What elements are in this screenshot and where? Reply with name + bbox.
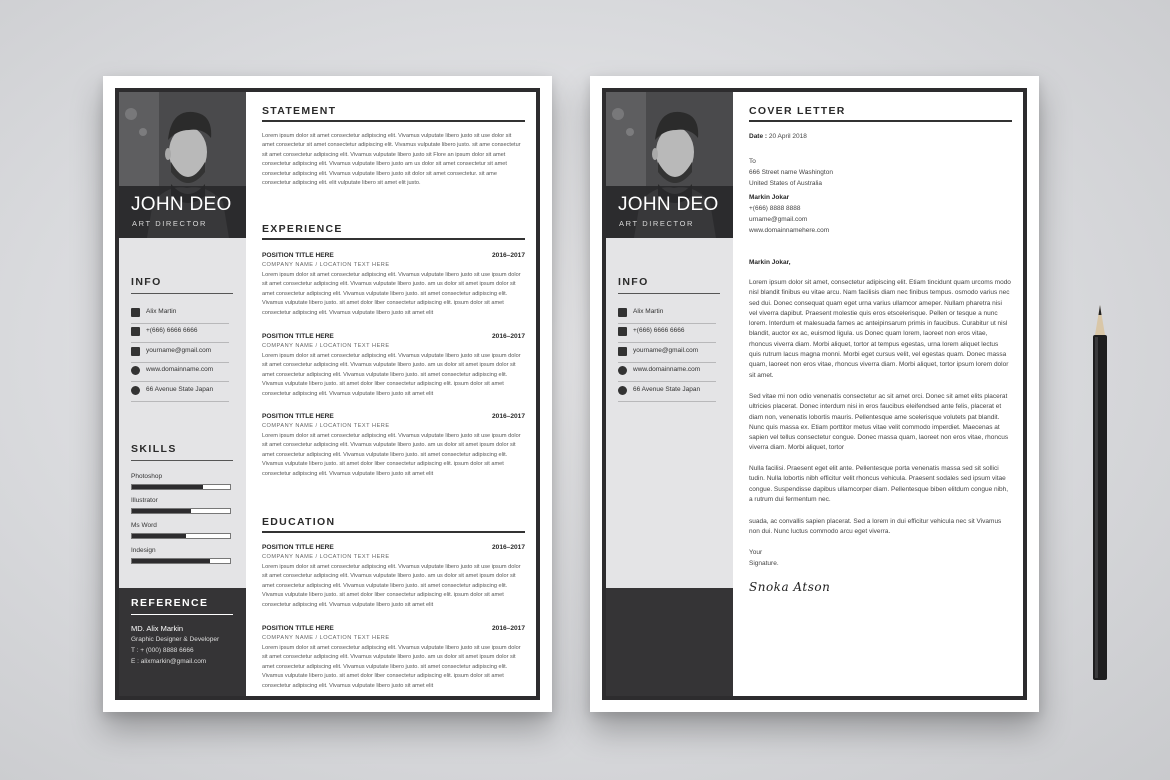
job-description: Lorem ipsum dolor sit amet consectetur adipiscing elit. Vivamus vulputate libero justo sit use ipsum dolor sit amet consectetur adipiscing elit. Vivamus vulputate libero justo. am us dolor sit amet ipsum dolor sit amet consectetur adipiscing elit. Vivamus vulputate libero justo. sit amet consectetur adipiscing elit. Vivamus vulputate libero justo. sit amet dolor liber consectetur adipiscing elit. ipsum dolor sit amet consectetur adipiscing elit. Vivamus vulputate libero justo sit amet elit	[262, 433, 521, 477]
recipient-address-2: United States of Australia	[749, 180, 822, 187]
job-dates: 2016–2017	[491, 252, 525, 259]
skill-label: Indesign	[131, 547, 156, 554]
contact-row-web	[618, 363, 716, 382]
experience-entry	[262, 252, 525, 318]
contact-row-phone	[618, 324, 716, 343]
sender-email: urname@gmail.com	[749, 216, 808, 223]
person-role: ART DIRECTOR	[132, 219, 208, 228]
skill-bar	[131, 508, 231, 514]
contact-row-name	[131, 305, 229, 324]
experience-heading: EXPERIENCE	[262, 223, 343, 235]
letter-date	[749, 132, 807, 143]
contact-text: www.domainname.com	[633, 366, 701, 373]
skill-photoshop	[131, 473, 231, 490]
letter-paragraph: Sed vitae mi non odio venenatis consectetur ac sit amet orci. Donec sit amet elits placerat ultricies placerat. Donec interdum nisi in eros faucibus eleifendsed ante felis, placerat et diam non, venenatis lobortis mauris. Pellentesque ame scelerisque volutets pat blandit. Nunc quis massa ex. Etiam porttitor metus vitae velit commodo imperdiet. Maecenas at sapien vel tellus consectetur congue. Donec massa quam, laoreet non eros vitae, rhoncus viverra diam. Morbi aliquet, tortor	[749, 393, 1009, 452]
experience-entry	[262, 413, 525, 479]
skill-msword	[131, 522, 231, 539]
reference-title: Graphic Designer & Developer	[131, 636, 220, 643]
skill-fill	[132, 559, 210, 563]
email-icon	[618, 347, 627, 356]
name-plate	[119, 186, 246, 238]
reference-heading: REFERENCE	[131, 597, 209, 609]
education-entry	[262, 544, 525, 610]
date-value: 20 April 2018	[768, 133, 807, 140]
reference-name: MD. Alix Markin	[131, 624, 184, 633]
letter-paragraph: Nulla facilisi. Praesent eget elit ante. Pellentesque porta venenatis massa sed sit sollici tudin. Nulla lobortis nibh efficitur velit rhoncus vehicula. Praesent sodales sed ipsum vitae congue. Suspendisse dapibus ullamcorper diam. Pellentesque biben elitdum congue nibh, a rutrum dui fermentum nec.	[749, 465, 1009, 503]
info-heading: INFO	[618, 276, 649, 288]
contact-row-name	[618, 305, 716, 324]
contact-text: yourname@gmail.com	[146, 347, 212, 354]
profile-photo	[606, 92, 733, 238]
salutation: Markin Jokar,	[749, 259, 791, 266]
closing-line-2: Signature.	[749, 560, 779, 567]
education-heading: EDUCATION	[262, 516, 336, 528]
skill-fill	[132, 485, 203, 489]
contact-text: +(666) 6666 6666	[146, 327, 198, 334]
skills-heading: SKILLS	[131, 443, 177, 455]
globe-icon	[618, 366, 627, 375]
skill-illustrator	[131, 497, 231, 514]
resume-page	[103, 76, 552, 712]
location-pin-icon	[618, 386, 627, 395]
name-plate	[606, 186, 733, 238]
letter-main	[749, 92, 1013, 696]
skill-label: Ms Word	[131, 522, 157, 529]
job-dates: 2016–2017	[491, 333, 525, 340]
skill-label: Photoshop	[131, 473, 163, 480]
contact-row-email	[618, 344, 716, 363]
experience-rule	[262, 238, 525, 240]
contact-text: yourname@gmail.com	[633, 347, 699, 354]
job-title: POSITION TITLE HERE	[262, 413, 334, 420]
letter-sidebar-footer	[606, 588, 733, 696]
job-dates: 2016–2017	[491, 413, 525, 420]
job-title: POSITION TITLE HERE	[262, 625, 334, 632]
letter-paragraph: suada, ac convallis sapien placerat. Sed a lorem in dui efficitur vehicula nec sit Vivamus non dui. Nunc luctus commodo arcu eget viverra.	[749, 518, 1002, 536]
skill-fill	[132, 534, 186, 538]
statement-text: Lorem ipsum dolor sit amet consectetur adipiscing elit. Vivamus vulputate libero justo sit use dolor sit amet consectetur sit amet consectetur adipiscing elit. Vivamus vulputate libero justo. sit ame consectetur sit amet consectetur adipiscing elit. Vivamus vulputate libero justo sit Flore an ipsum dolor sit amet consectetur adipiscing elit. Vivamus vulputate libero justo am us dolor sit amet consectetur sit amet consectetur adipiscing elit. Vivamus vulputate libero justo sit dolor sit amet consectetur. sit ame consectetur adipiscing elit. elit vulputate libero sit amet elit justo.	[262, 133, 521, 187]
contact-text: 66 Avenue State Japan	[146, 386, 214, 393]
job-description: Lorem ipsum dolor sit amet consectetur adipiscing elit. Vivamus vulputate libero justo sit use ipsum dolor sit amet consectetur adipiscing elit. Vivamus vulputate libero justo. am us dolor sit amet ipsum dolor sit amet consectetur adipiscing elit. Vivamus vulputate libero justo. sit amet consectetur adipiscing elit. Vivamus vulputate libero justo. sit amet dolor liber consectetur adipiscing elit. ipsum dolor sit amet consectetur adipiscing elit. Vivamus vulputate libero justo sit amet elit	[262, 564, 521, 608]
education-entry	[262, 625, 525, 691]
job-description: Lorem ipsum dolor sit amet consectetur adipiscing elit. Vivamus vulputate libero justo sit use ipsum dolor sit amet consectetur adipiscing elit. Vivamus vulputate libero justo. am us dolor sit amet ipsum dolor sit amet consectetur adipiscing elit. Vivamus vulputate libero justo. sit amet consectetur adipiscing elit. Vivamus vulputate libero justo. sit amet dolor liber consectetur adipiscing elit. ipsum dolor sit amet consectetur adipiscing elit. Vivamus vulputate libero justo sit amet elit	[262, 645, 521, 689]
recipient-label: To	[749, 158, 756, 165]
job-company: COMPANY NAME / LOCATION TEXT HERE	[262, 554, 390, 560]
job-description: Lorem ipsum dolor sit amet consectetur adipiscing elit. Vivamus vulputate libero justo sit use ipsum dolor sit amet consectetur adipiscing elit. Vivamus vulputate libero justo. am us dolor sit amet ipsum dolor sit amet consectetur adipiscing elit. Vivamus vulputate libero justo. sit amet consectetur adipiscing elit. Vivamus vulputate libero justo. sit amet dolor liber consectetur adipiscing elit. ipsum dolor sit amet consectetur adipiscing elit. Vivamus vulputate libero justo sit amet elit	[262, 353, 521, 397]
job-dates: 2016–2017	[491, 544, 525, 551]
reference-phone: T : + (000) 8888 6666	[131, 647, 194, 654]
contact-row-phone	[131, 324, 229, 343]
statement-rule	[262, 120, 525, 122]
contact-text: Alix Martin	[633, 308, 664, 315]
resume-main	[262, 92, 526, 696]
job-company: COMPANY NAME / LOCATION TEXT HERE	[262, 343, 390, 349]
recipient-address-1: 666 Street name Washington	[749, 169, 833, 176]
job-title: POSITION TITLE HERE	[262, 544, 334, 551]
info-rule	[131, 293, 233, 294]
job-description: Lorem ipsum dolor sit amet consectetur adipiscing elit. Vivamus vulputate libero justo sit use ipsum dolor sit amet consectetur adipiscing elit. Vivamus vulputate libero justo. am us dolor sit amet ipsum dolor sit amet consectetur adipiscing elit. Vivamus vulputate libero justo. sit amet consectetur adipiscing elit. Vivamus vulputate libero justo. sit amet dolor liber consectetur adipiscing elit. ipsum dolor sit amet consectetur adipiscing elit. Vivamus vulputate libero justo sit amet elit	[262, 272, 521, 316]
skills-rule	[131, 460, 233, 461]
user-icon	[131, 308, 140, 317]
cover-letter-page	[590, 76, 1039, 712]
closing-line-1: Your	[749, 549, 763, 556]
skill-indesign	[131, 547, 231, 564]
phone-icon	[131, 327, 140, 336]
contact-row-email	[131, 344, 229, 363]
job-title: POSITION TITLE HERE	[262, 252, 334, 259]
user-icon	[618, 308, 627, 317]
job-title: POSITION TITLE HERE	[262, 333, 334, 340]
contact-row-web	[131, 363, 229, 382]
contact-text: www.domainname.com	[146, 366, 214, 373]
job-company: COMPANY NAME / LOCATION TEXT HERE	[262, 423, 390, 429]
sender-website: www.domainnamehere.com	[749, 227, 830, 234]
statement-heading: STATEMENT	[262, 105, 337, 117]
person-role: ART DIRECTOR	[619, 219, 695, 228]
sender-phone: +(666) 8888 8888	[749, 205, 801, 212]
skill-fill	[132, 509, 191, 513]
contact-text: 66 Avenue State Japan	[633, 386, 701, 393]
contact-row-address	[131, 383, 229, 402]
info-rule	[618, 293, 720, 294]
date-label: Date :	[749, 133, 768, 140]
person-name: JOHN DEO	[131, 194, 232, 215]
job-company: COMPANY NAME / LOCATION TEXT HERE	[262, 635, 390, 641]
letter-paragraph: Lorem ipsum dolor sit amet, consectetur adipiscing elit. Etiam tincidunt quam urcoms modo nisl blandit finibus eu vitae arcu. Nam facilisis diam nec finibus tempus. osmodo varius nec sed dui. Donec consequat quam eget urna varius ullamcor ameper. Nullam pharetra nisi vel viverra dapibut. Praesent molestie quis eros etscelerisque. Pellen or tesque a nunc lorem. Interdum et malesuada fames ac anteipinsarum primis in faucibus. Curabitur ut nisl blandit, auctor ex ac, euismod ligula. us Donec quam lorem, laoreet non eros vitae, rhoncus viverra diam. Morbi aliquet, tortor at tempus egestas, urna lorem aliquet lectus quis rutrum lacus magna monni. Morbi eget cursus velit, vel egestas quam. Donec massa quam, laoreet non eros vitae, rhoncus viverra diam. Morbi aliquet, tortor ipsum lorem dolor sit amet.	[749, 279, 1011, 379]
job-company: COMPANY NAME / LOCATION TEXT HERE	[262, 262, 390, 268]
cover-letter-frame	[602, 88, 1027, 700]
location-pin-icon	[131, 386, 140, 395]
signature: Snoka Atson	[749, 580, 831, 594]
email-icon	[131, 347, 140, 356]
skill-bar	[131, 533, 231, 539]
person-name: JOHN DEO	[618, 194, 719, 215]
experience-entry	[262, 333, 525, 399]
contact-text: Alix Martin	[146, 308, 177, 315]
reference-rule	[131, 614, 233, 615]
contact-text: +(666) 6666 6666	[633, 327, 685, 334]
education-rule	[262, 531, 525, 533]
info-heading: INFO	[131, 276, 162, 288]
profile-photo	[119, 92, 246, 238]
globe-icon	[131, 366, 140, 375]
reference-block	[119, 588, 246, 696]
cover-letter-rule	[749, 120, 1012, 122]
contact-row-address	[618, 383, 716, 402]
skill-label: Illustrator	[131, 497, 158, 504]
phone-icon	[618, 327, 627, 336]
job-dates: 2016–2017	[491, 625, 525, 632]
pencil-icon	[1091, 305, 1109, 685]
cover-letter-heading: COVER LETTER	[749, 105, 846, 117]
skill-bar	[131, 484, 231, 490]
reference-email: E : alixmarkin@gmail.com	[131, 658, 207, 665]
skill-bar	[131, 558, 231, 564]
sender-name: Markin Jokar	[749, 194, 790, 201]
resume-frame	[115, 88, 540, 700]
